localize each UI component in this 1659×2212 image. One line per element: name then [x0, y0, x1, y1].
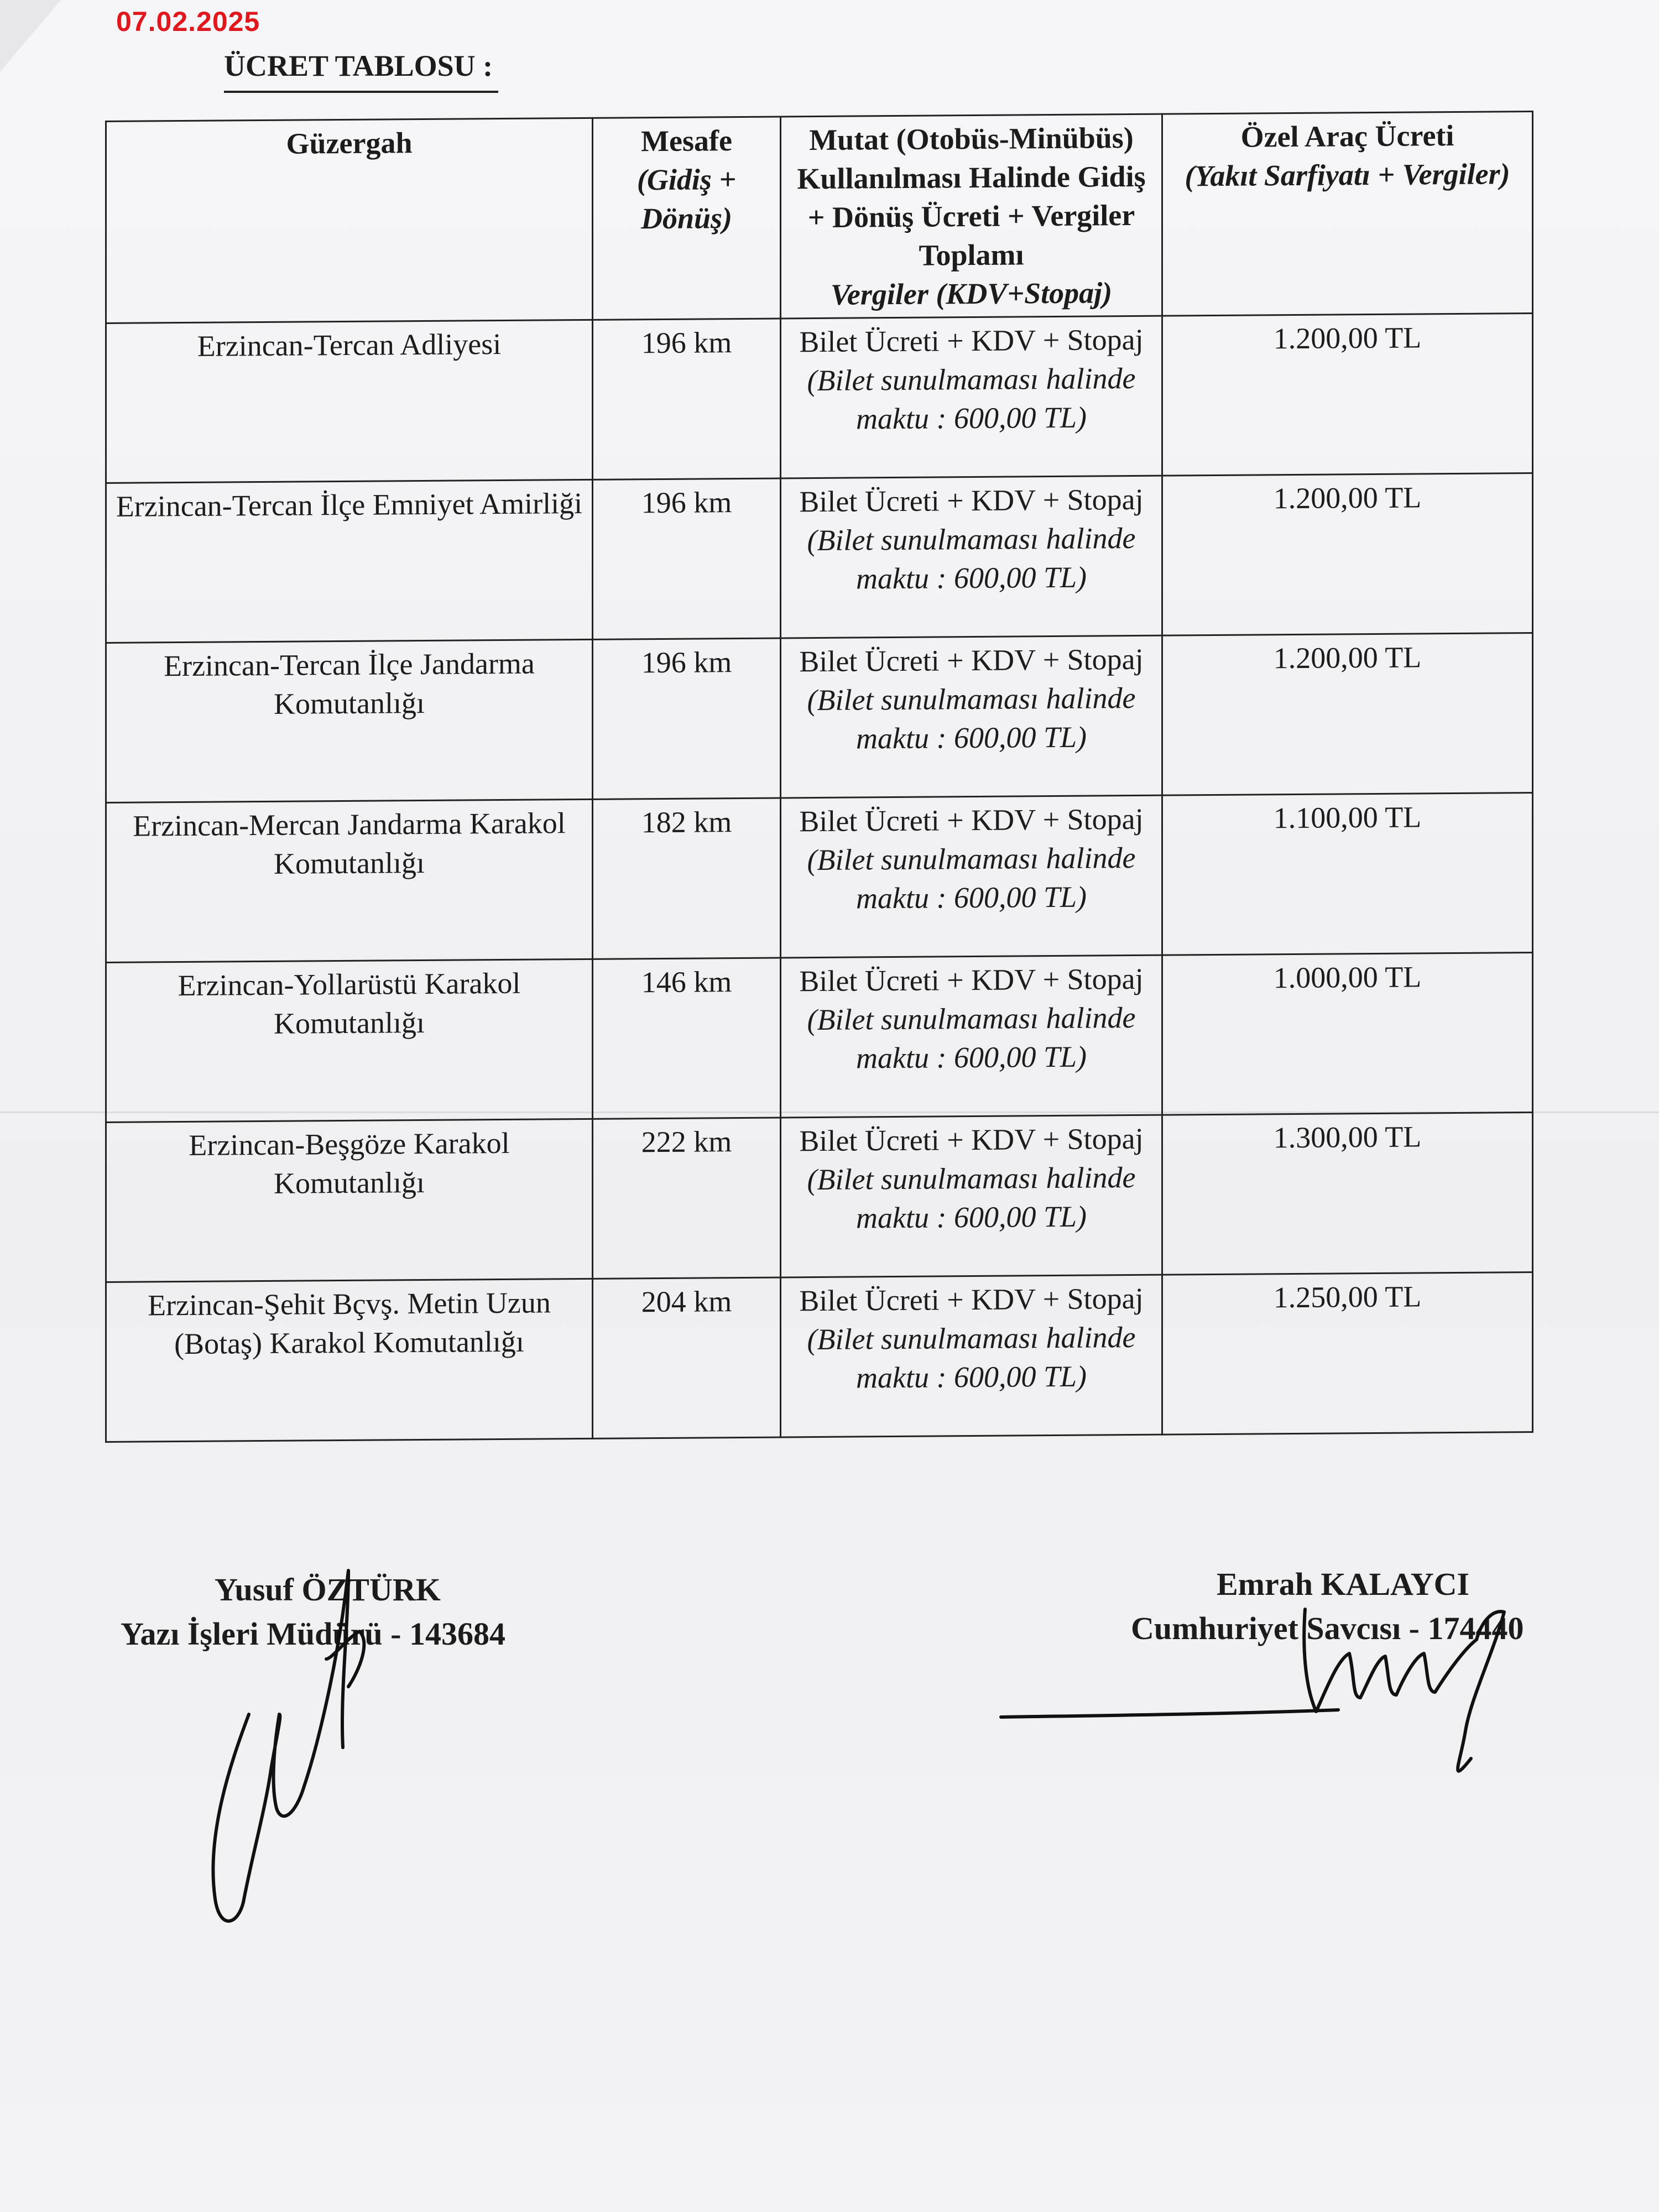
bus-fare-cell: [781, 955, 1162, 1118]
private-car-cell: 1.000,00 TL: [1162, 952, 1533, 1115]
signatory-left-title: Yazı İşleri Müdürü - 143684: [121, 1616, 505, 1652]
distance-cell: 196 km: [593, 638, 781, 799]
date-stamp: 07.02.2025: [116, 6, 260, 37]
header-distance: Mesafe (Gidiş + Dönüş): [593, 117, 781, 320]
header-private-car: Özel Araç Ücreti (Yakıt Sarfiyatı + Vergiler): [1162, 111, 1533, 316]
fee-table-row: [106, 473, 1533, 643]
route-cell: Erzincan-Tercan Adliyesi: [106, 320, 593, 483]
distance-cell: 182 km: [593, 798, 781, 959]
header-bus-fare: Mutat (Otobüs-Minübüs) Kullanılması Halinde Gidiş + Dönüş Ücreti + Vergiler Toplamı Vergiler (KDV+Stopaj): [781, 114, 1162, 319]
fare-note: (Bilet sunulmaması halinde maktu : 600,00 TL): [807, 1000, 1136, 1075]
fare-text: Bilet Ücreti + KDV + Stopaj: [799, 322, 1144, 359]
private-car-cell: 1.250,00 TL: [1162, 1272, 1533, 1434]
distance-cell: 204 km: [593, 1277, 781, 1438]
signatory-left-name: Yusuf ÖZTÜRK: [215, 1572, 441, 1608]
page-title: ÜCRET TABLOSU :: [224, 49, 498, 93]
distance-cell: 222 km: [593, 1118, 781, 1279]
header-private-car-sub: (Yakıt Sarfiyatı + Vergiler): [1185, 157, 1510, 193]
fare-note: (Bilet sunulmaması halinde maktu : 600,00 TL): [807, 681, 1136, 755]
fare-text: Bilet Ücreti + KDV + Stopaj: [799, 642, 1144, 679]
bus-fare-cell: [781, 316, 1162, 478]
signatory-right-name: Emrah KALAYCI: [1217, 1566, 1470, 1602]
route-cell: Erzincan-Yollarüstü Karakol Komutanlığı: [106, 959, 593, 1122]
fee-table-header-row: [106, 111, 1533, 323]
bus-fare-cell: [781, 476, 1162, 638]
private-car-cell: 1.200,00 TL: [1162, 473, 1533, 635]
header-distance-sub: (Gidiş + Dönüş): [637, 163, 737, 236]
fare-note: (Bilet sunulmaması halinde maktu : 600,00 TL): [807, 361, 1136, 436]
signatory-right-title: Cumhuriyet Savcısı - 174440: [1131, 1610, 1524, 1646]
fare-text: Bilet Ücreti + KDV + Stopaj: [799, 802, 1144, 838]
fee-table-row: [106, 952, 1533, 1122]
route-cell: Erzincan-Şehit Bçvş. Metin Uzun (Botaş) Karakol Komutanlığı: [106, 1279, 593, 1442]
fee-table-row: [106, 792, 1533, 962]
fee-table-row: [106, 313, 1533, 483]
fare-text: Bilet Ücreti + KDV + Stopaj: [799, 1121, 1144, 1158]
fee-table-row: [106, 1112, 1533, 1282]
paper-fold-corner: [0, 0, 61, 72]
distance-cell: 196 km: [593, 478, 781, 639]
fare-note: (Bilet sunulmaması halinde maktu : 600,00 TL): [807, 1320, 1136, 1395]
fee-table: [105, 111, 1533, 1443]
route-cell: Erzincan-Tercan İlçe Emniyet Amirliği: [106, 479, 593, 643]
header-route: Güzergah: [106, 118, 593, 323]
fare-note: (Bilet sunulmaması halinde maktu : 600,00 TL): [807, 841, 1136, 915]
fare-note: (Bilet sunulmaması halinde maktu : 600,00 TL): [807, 521, 1136, 596]
fee-table-row: [106, 1272, 1533, 1442]
route-cell: Erzincan-Mercan Jandarma Karakol Komutanlığı: [106, 799, 593, 962]
route-cell: Erzincan-Tercan İlçe Jandarma Komutanlığı: [106, 639, 593, 802]
fee-table-row: [106, 633, 1533, 802]
bus-fare-cell: [781, 1275, 1162, 1437]
private-car-cell: 1.100,00 TL: [1162, 792, 1533, 955]
fare-note: (Bilet sunulmaması halinde maktu : 600,00 TL): [807, 1160, 1136, 1235]
distance-cell: 146 km: [593, 958, 781, 1119]
fare-text: Bilet Ücreti + KDV + Stopaj: [799, 1281, 1144, 1318]
distance-cell: 196 km: [593, 319, 781, 479]
bus-fare-cell: [781, 635, 1162, 798]
private-car-cell: 1.300,00 TL: [1162, 1112, 1533, 1275]
signature-right-image: [995, 1587, 1604, 1858]
private-car-cell: 1.200,00 TL: [1162, 633, 1533, 795]
fare-text: Bilet Ücreti + KDV + Stopaj: [799, 482, 1144, 519]
fare-text: Bilet Ücreti + KDV + Stopaj: [799, 962, 1144, 998]
route-cell: Erzincan-Beşgöze Karakol Komutanlığı: [106, 1119, 593, 1282]
signature-left-image: [182, 1548, 459, 1936]
header-bus-fare-sub: Vergiler (KDV+Stopaj): [830, 276, 1113, 311]
private-car-cell: 1.200,00 TL: [1162, 313, 1533, 476]
bus-fare-cell: [781, 1115, 1162, 1277]
bus-fare-cell: [781, 795, 1162, 958]
